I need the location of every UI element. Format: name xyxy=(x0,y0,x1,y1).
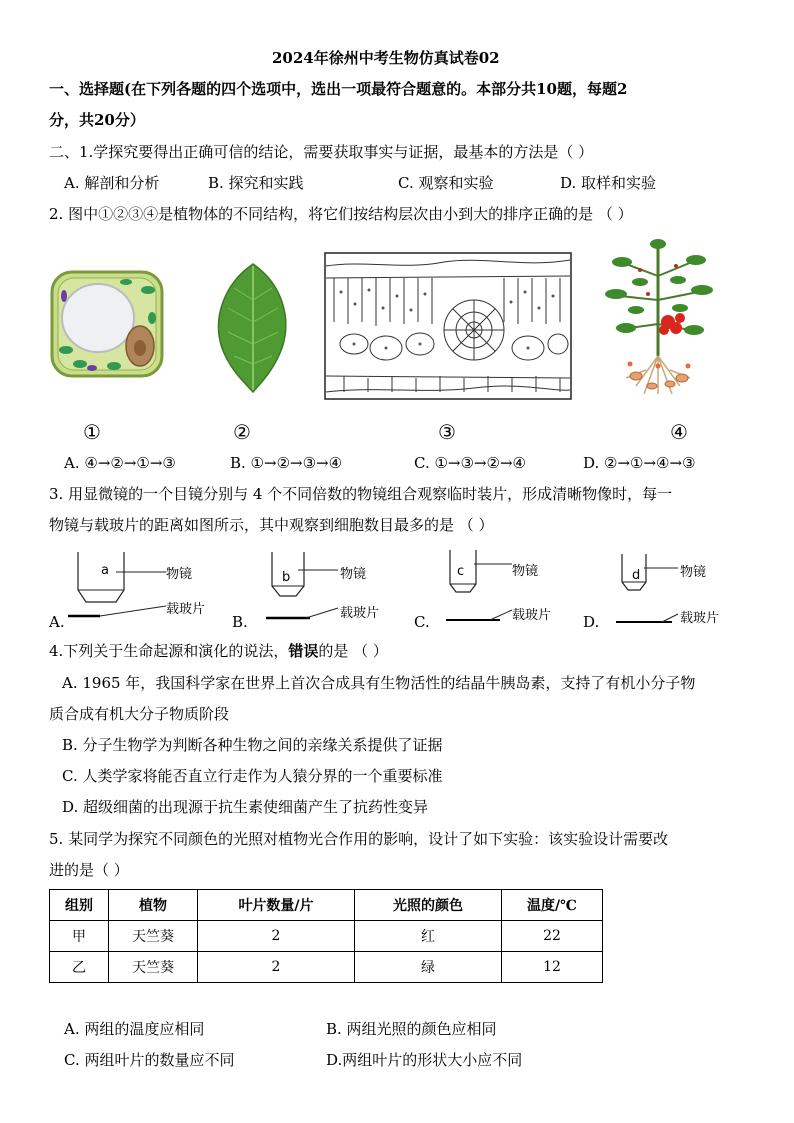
figure-number-1: ① xyxy=(83,420,101,444)
q3-option-c-letter: C. xyxy=(414,613,430,631)
q1-option-c: C. 观察和实验 xyxy=(398,174,494,192)
q5-stem-line1: 5. 某同学为探究不同颜色的光照对植物光合作用的影响，设计了如下实验：该实验设计需要改 xyxy=(49,830,669,848)
objective-label-c: 物镜 xyxy=(512,564,539,579)
q4-stem-pre: 4.下列关于生命起源和演化的说法， xyxy=(49,642,289,660)
slide-label-d: 载玻片 xyxy=(680,611,720,626)
tomato-plant-figure xyxy=(596,236,720,400)
table-cell: 12 xyxy=(502,952,603,983)
table-row xyxy=(50,921,603,952)
q1-option-d: D. 取样和实验 xyxy=(560,174,657,192)
figure-number-4: ④ xyxy=(670,420,688,444)
table-header: 组别 xyxy=(50,890,109,921)
q3-stem-line2: 物镜与载玻片的距离如图所示，其中观察到细胞数目最多的是 （ ） xyxy=(49,516,494,534)
q3-option-a-letter: A. xyxy=(49,613,65,631)
table-cell: 红 xyxy=(355,921,502,952)
table-row xyxy=(50,952,603,983)
experiment-table xyxy=(49,889,603,983)
lens-letter-a: a xyxy=(101,563,109,578)
leaf-cross-section-figure xyxy=(324,252,572,400)
table-cell: 2 xyxy=(198,952,355,983)
q1-option-b: B. 探究和实践 xyxy=(208,174,304,192)
objective-label-b: 物镜 xyxy=(340,567,367,582)
slide-label-a: 载玻片 xyxy=(166,602,206,617)
q3-option-d-letter: D. xyxy=(583,613,600,631)
table-cell: 甲 xyxy=(50,921,109,952)
slide-label-c: 载玻片 xyxy=(512,608,552,623)
q2-option-d: D. ②→①→④→③ xyxy=(583,454,696,472)
lens-letter-c: c xyxy=(457,564,465,579)
table-cell: 天竺葵 xyxy=(109,921,198,952)
section-heading-line1: 一、选择题(在下列各题的四个选项中，选出一项最符合题意的。本部分共10题，每题2 xyxy=(49,80,628,98)
q3-stem-line1: 3. 用显微镜的一个目镜分别与 4 个不同倍数的物镜组合观察临时装片，形成清晰物像时，每一 xyxy=(49,485,673,503)
plant-cell-figure xyxy=(48,268,166,380)
table-cell: 乙 xyxy=(50,952,109,983)
q5-option-a: A. 两组的温度应相同 xyxy=(64,1020,205,1038)
table-header: 温度/℃ xyxy=(502,890,603,921)
objective-diagram-a xyxy=(68,550,168,622)
objective-label-d: 物镜 xyxy=(680,565,707,580)
q3-option-b-letter: B. xyxy=(232,613,248,631)
figure-number-2: ② xyxy=(233,420,251,444)
table-cell: 天竺葵 xyxy=(109,952,198,983)
q1-option-a: A. 解剖和分析 xyxy=(64,174,160,192)
q4-stem-post: 的是 （ ） xyxy=(318,642,388,660)
table-header: 植物 xyxy=(109,890,198,921)
table-cell: 22 xyxy=(502,921,603,952)
q4-option-d: D. 超级细菌的出现源于抗生素使细菌产生了抗药性变异 xyxy=(62,798,429,816)
table-cell: 2 xyxy=(198,921,355,952)
figure-number-3: ③ xyxy=(438,420,456,444)
slide-label-b: 载玻片 xyxy=(340,606,380,621)
table-cell: 绿 xyxy=(355,952,502,983)
page-title: 2024年徐州中考生物仿真试卷02 xyxy=(272,49,500,67)
q4-option-b: B. 分子生物学为判断各种生物之间的亲缘关系提供了证据 xyxy=(62,736,443,754)
table-header-row xyxy=(50,890,603,921)
q5-option-d: D.两组叶片的形状大小应不同 xyxy=(326,1051,523,1069)
q1-stem: 二、1.学探究要得出正确可信的结论，需要获取事实与证据，最基本的方法是（ ） xyxy=(49,143,594,161)
table-header: 光照的颜色 xyxy=(355,890,502,921)
q5-stem-line2: 进的是（ ） xyxy=(49,861,129,879)
q2-option-c: C. ①→③→②→④ xyxy=(414,454,526,472)
q2-stem: 2. 图中①②③④是植物体的不同结构，将它们按结构层次由小到大的排序正确的是 （ ） xyxy=(49,205,633,223)
leaf-figure xyxy=(212,260,294,394)
q2-option-b: B. ①→②→③→④ xyxy=(230,454,343,472)
q5-option-b: B. 两组光照的颜色应相同 xyxy=(326,1020,497,1038)
q4-option-c: C. 人类学家将能否直立行走作为人猿分界的一个重要标准 xyxy=(62,767,443,785)
lens-letter-d: d xyxy=(632,568,641,583)
q4-option-a-line2: 质合成有机大分子物质阶段 xyxy=(49,705,230,723)
q5-option-c: C. 两组叶片的数量应不同 xyxy=(64,1051,235,1069)
section-heading-line2: 分，共20分） xyxy=(49,111,145,129)
q4-stem xyxy=(49,641,388,661)
table-header: 叶片数量/片 xyxy=(198,890,355,921)
q4-stem-bold: 错误 xyxy=(288,642,319,660)
lens-letter-b: b xyxy=(282,570,291,585)
q2-option-a: A. ④→②→①→③ xyxy=(64,454,176,472)
q4-option-a-line1: A. 1965 年，我国科学家在世界上首次合成具有生物活性的结晶牛胰岛素，支持了有机小分子物 xyxy=(62,674,696,692)
objective-label-a: 物镜 xyxy=(166,567,193,582)
